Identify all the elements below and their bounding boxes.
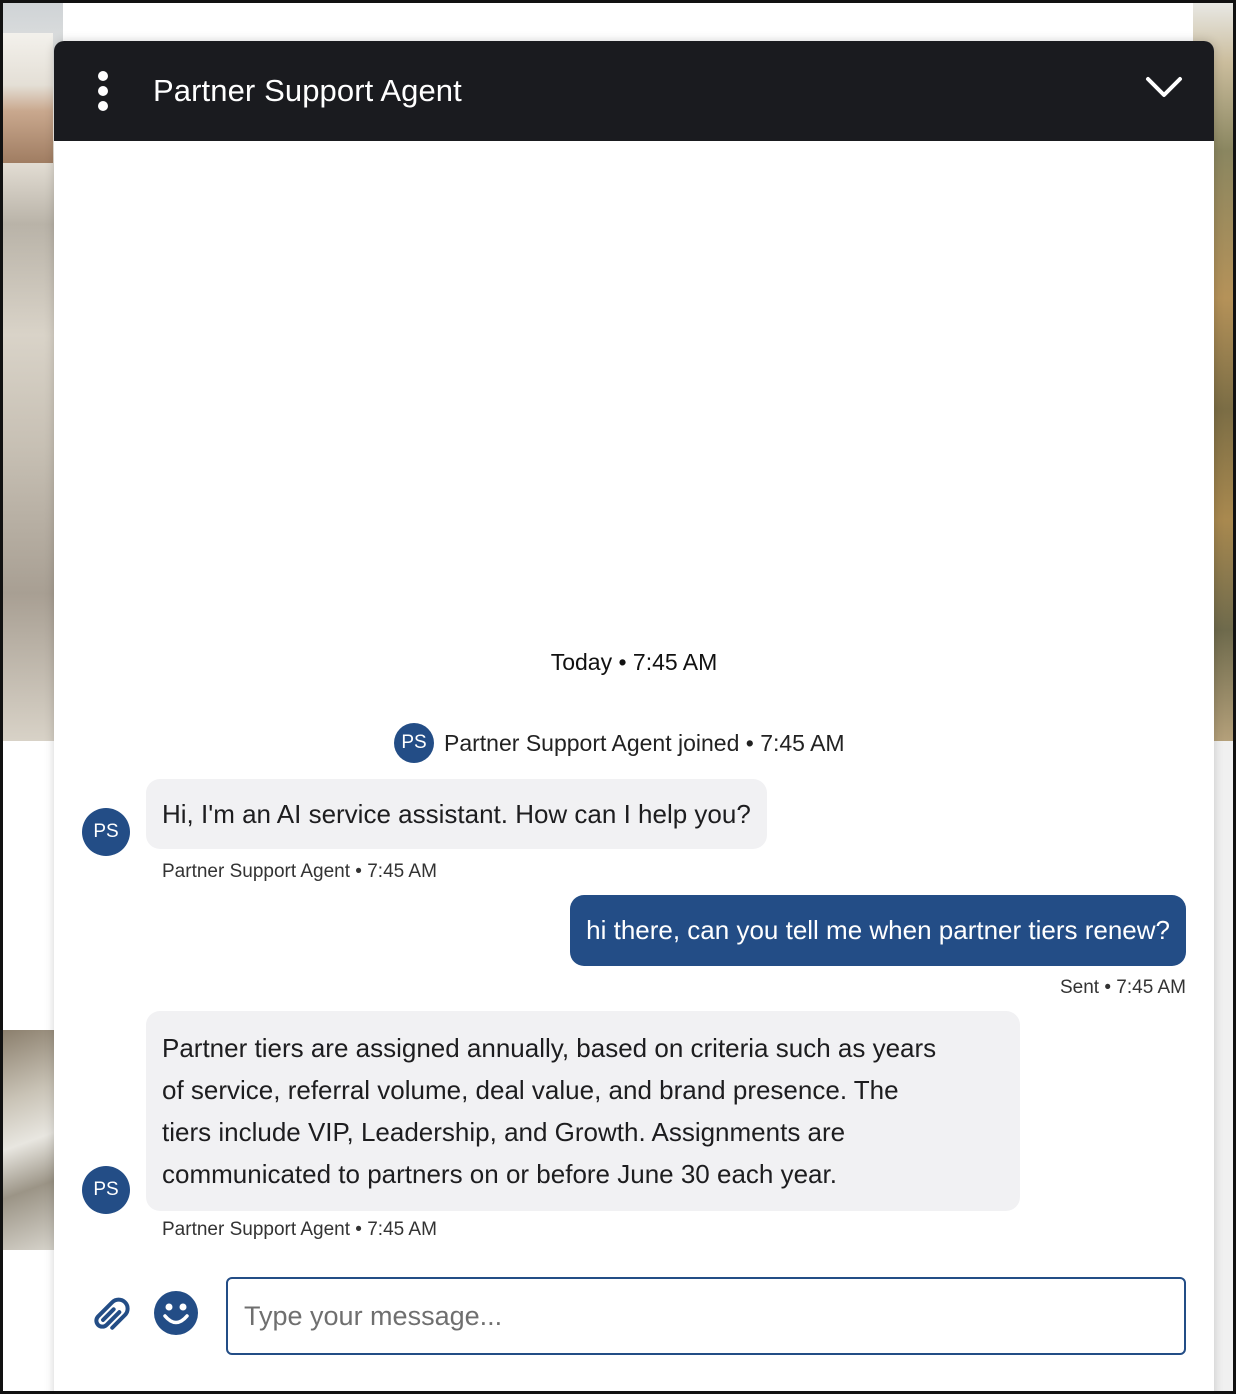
message-line: of service, referral volume, deal value, and brand presence. The: [162, 1075, 899, 1105]
more-options-button[interactable]: [90, 71, 116, 111]
message-meta: Partner Support Agent • 7:45 AM: [162, 861, 437, 882]
message-meta: Partner Support Agent • 7:45 AM: [162, 1219, 437, 1240]
outgoing-message: [570, 895, 1186, 966]
attach-file-button[interactable]: [84, 1291, 132, 1339]
message-list[interactable]: [54, 141, 1214, 1394]
chat-widget: [54, 41, 1214, 1394]
joined-text: Partner Support Agent joined • 7:45 AM: [444, 729, 845, 756]
chevron-down-icon: [1144, 71, 1184, 105]
avatar: PS: [82, 808, 130, 856]
chat-header: [54, 41, 1214, 141]
chat-title: Partner Support Agent: [153, 73, 462, 108]
more-vertical-icon: [98, 71, 108, 81]
agent-joined-notice: [394, 723, 845, 763]
message-composer: [54, 1277, 1214, 1377]
message-line: Partner tiers are assigned annually, based on criteria such as years: [162, 1033, 937, 1063]
message-meta: Sent • 7:45 AM: [1059, 977, 1186, 998]
message-input[interactable]: [226, 1277, 1186, 1355]
minimize-button[interactable]: [1144, 71, 1184, 105]
more-vertical-icon-dot: [98, 101, 108, 111]
incoming-message: [146, 779, 767, 849]
day-separator: Today • 7:45 AM: [550, 649, 718, 675]
message-text: hi there, can you tell me when partner tiers renew?: [586, 915, 1170, 945]
avatar: PS: [82, 1166, 130, 1214]
message-line: tiers include VIP, Leadership, and Growth. Assignments are: [162, 1117, 846, 1147]
more-vertical-icon-dot: [98, 86, 108, 96]
avatar: PS: [394, 723, 434, 763]
message-text: Hi, I'm an AI service assistant. How can I help you?: [162, 799, 751, 829]
emoji-button[interactable]: [152, 1289, 200, 1337]
paperclip-icon: [84, 1291, 132, 1339]
incoming-message: [146, 1011, 1020, 1211]
smiley-icon: [152, 1289, 200, 1337]
message-line: communicated to partners on or before June 30 each year.: [162, 1159, 837, 1189]
